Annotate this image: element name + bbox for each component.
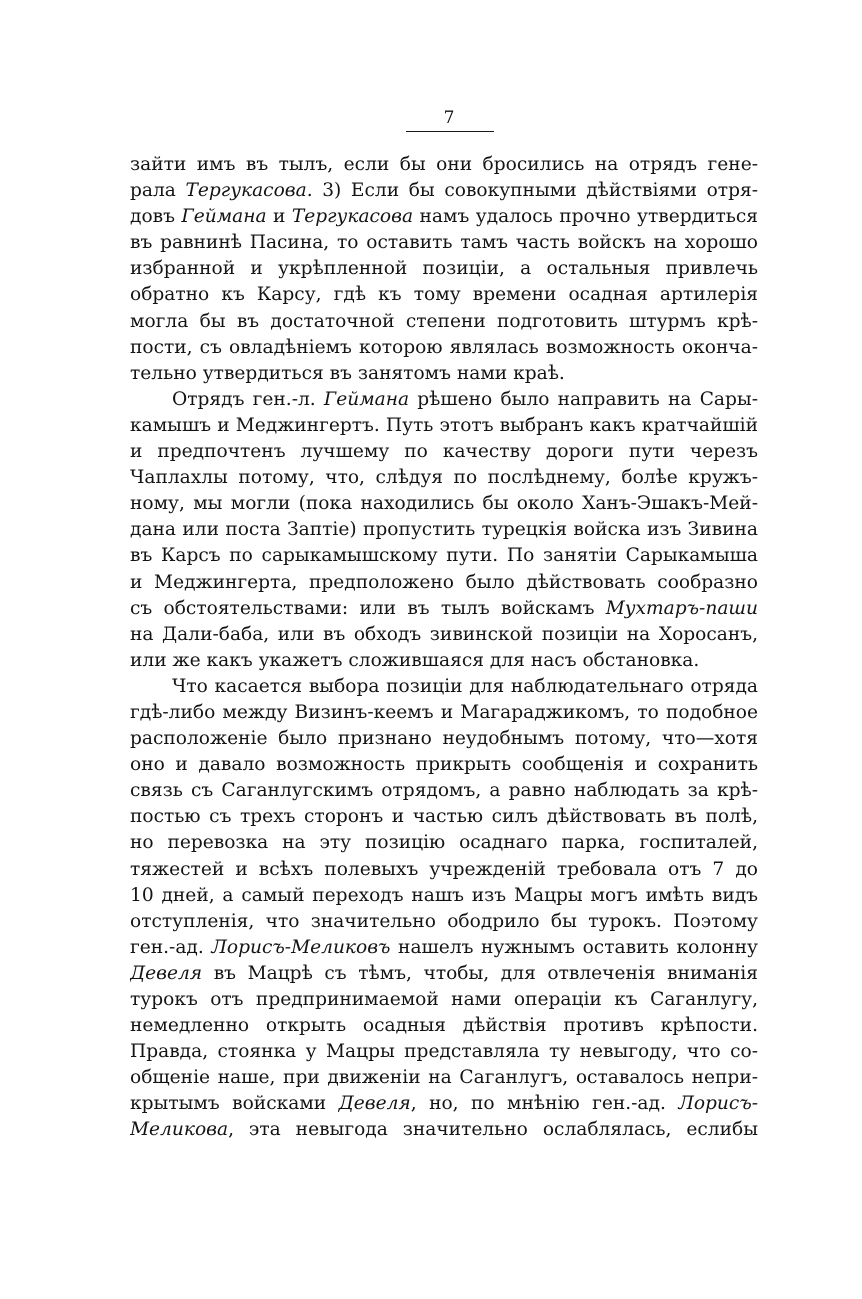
text-run: въ Мацрѣ съ тѣмъ, чтобы, для отвлеченія вниманія [202,962,758,984]
text-run: Чаплахлы потому, что, слѣдуя по послѣднему, болѣе кружъ- [130,467,758,489]
text-run: . 3) Если бы совокупными дѣйствіями отря- [306,180,758,202]
text-line [130,804,758,830]
text-run: Отрядъ ген.-л. [172,388,324,410]
text-run: довъ [130,206,182,228]
italic-name: Геймана [323,388,410,410]
text-run: крытымъ войсками [130,1093,339,1115]
italic-name: Тергукасова [291,206,414,228]
text-line [130,178,758,204]
text-line [130,491,758,517]
text-run: или же какъ укажетъ сложившаяся для насъ обстановка. [130,649,700,671]
text-line [130,1039,758,1065]
text-line [130,1091,758,1117]
text-run: ному, мы могли (пока находились бы около Ханъ-Эшакъ-Мей- [130,493,758,515]
text-run: съ обстоятельствами: или въ тылъ войскамъ [130,597,606,619]
text-run: зайти имъ въ тылъ, если бы они бросились на отрядъ гене- [130,154,758,175]
text-run: ген.-ад. [130,936,212,958]
page-number: 7 [443,108,455,128]
text-run: Что касается выбора позиціи для наблюдательнаго отряда [172,675,758,697]
text-line [130,256,758,282]
text-run: оно и давало возможность прикрыть сообщенія и сохранить [130,754,758,776]
italic-name: Девеля [338,1093,411,1115]
text-line [130,1013,758,1039]
text-run: въ равнинѣ Пасина, то оставить тамъ часть войскъ на хорошо [130,232,758,254]
text-run: въ Карсъ по сарыкамышскому пути. По занятіи Сарыкамыша [130,545,758,567]
text-run: пости, съ овладѣніемъ которою являлась возможность оконча- [130,336,758,358]
text-run: и Меджингерта, предположено было дѣйствовать сообразно [130,571,758,593]
italic-name: Лорисъ-Меликовъ [211,936,391,958]
text-run: тельно утвердиться въ занятомъ нами краѣ. [130,362,565,384]
text-line [130,152,758,178]
text-run: Правда, стоянка у Мацры представляла ту невыгоду, что со- [130,1041,758,1063]
italic-name: Геймана [181,206,267,228]
text-run: тяжестей и всѣхъ полевыхъ учрежденій требовала отъ 7 до [130,858,758,880]
text-line [130,543,758,569]
header-rule [406,131,494,132]
text-line [130,830,758,856]
text-line [130,517,758,543]
text-line [130,230,758,256]
italic-name: Меликова [130,1119,229,1141]
text-run: нашелъ нужнымъ оставить колонну [390,936,758,958]
text-run: дана или поста Заптіе) пропустить турецкія войска изъ Зивина [130,519,758,541]
text-run: рала [130,180,186,202]
text-line [130,622,758,648]
text-line [130,596,758,622]
text-line [130,439,758,465]
text-line [130,204,758,230]
text-run: расположеніе было признано неудобнымъ потому, что—хотя [130,728,758,750]
text-line [130,961,758,987]
text-line [130,909,758,935]
text-run: камышъ и Меджингертъ. Путь этотъ выбранъ какъ кратчайшій [130,414,758,436]
italic-name: Лорисъ- [678,1093,758,1115]
text-line [130,465,758,491]
text-run: на Дали-баба, или въ обходъ зивинской позиціи на Хоросанъ, [130,623,758,645]
text-line [130,935,758,961]
text-run: отступленія, что значительно ободрило бы турокъ. Поэтому [130,910,758,932]
text-line [130,361,758,387]
text-run: и предпочтенъ лучшему по качеству дороги пути черезъ [130,441,758,463]
text-line [130,648,758,674]
text-run: могла бы въ достаточной степени подготовить штурмъ крѣ- [130,310,758,332]
italic-name: Мухтаръ-паши [605,597,758,619]
text-line [130,883,758,909]
text-run: рѣшено было направить на Сары- [409,388,758,410]
text-line [130,1117,758,1143]
text-line [130,282,758,308]
text-line [130,700,758,726]
text-line [130,1065,758,1091]
text-run: немедленно открыть осадныя дѣйствія противъ крѣпости. [130,1015,758,1037]
text-line [130,413,758,439]
text-run: и [266,206,292,228]
text-line [130,570,758,596]
text-run: постью съ трехъ сторонъ и частью силъ дѣйствовать въ полѣ, [130,806,758,828]
text-run: но перевозка на эту позицію осаднаго парка, госпиталей, [130,832,758,854]
text-run: 10 дней, а самый переходъ нашъ изъ Мацры могъ имѣть видъ [130,884,758,906]
text-line [130,309,758,335]
text-line [130,752,758,778]
text-run: турокъ отъ предпринимаемой нами операціи къ Саганлугу, [130,989,758,1010]
text-run: избранной и укрѣпленной позиціи, а остальныя привлечь [130,258,758,280]
text-line [130,335,758,361]
text-run: обратно къ Карсу, гдѣ къ тому времени осадная артилерія [130,284,758,306]
text-run: связь съ Саганлугскимъ отрядомъ, а равно наблюдать за крѣ- [130,780,758,802]
italic-name: Девеля [130,962,203,984]
text-line [130,857,758,883]
text-line [130,726,758,752]
body-text [130,152,758,1144]
text-run: , эта невыгода значительно ослаблялась, еслибы [228,1119,758,1141]
text-run: общеніе наше, при движеніи на Саганлугъ, оставалось непри- [130,1067,758,1089]
text-line [130,674,758,700]
text-line [130,387,758,413]
text-run: гдѣ-либо между Визинъ-кеемъ и Магараджикомъ, то подобное [130,701,758,723]
text-line [130,987,758,1013]
italic-name: Тергукасова [185,180,307,202]
text-run: намъ удалось прочно утвердиться [413,206,758,228]
text-run: , но, по мнѣнію ген.-ад. [410,1093,679,1115]
text-line [130,778,758,804]
